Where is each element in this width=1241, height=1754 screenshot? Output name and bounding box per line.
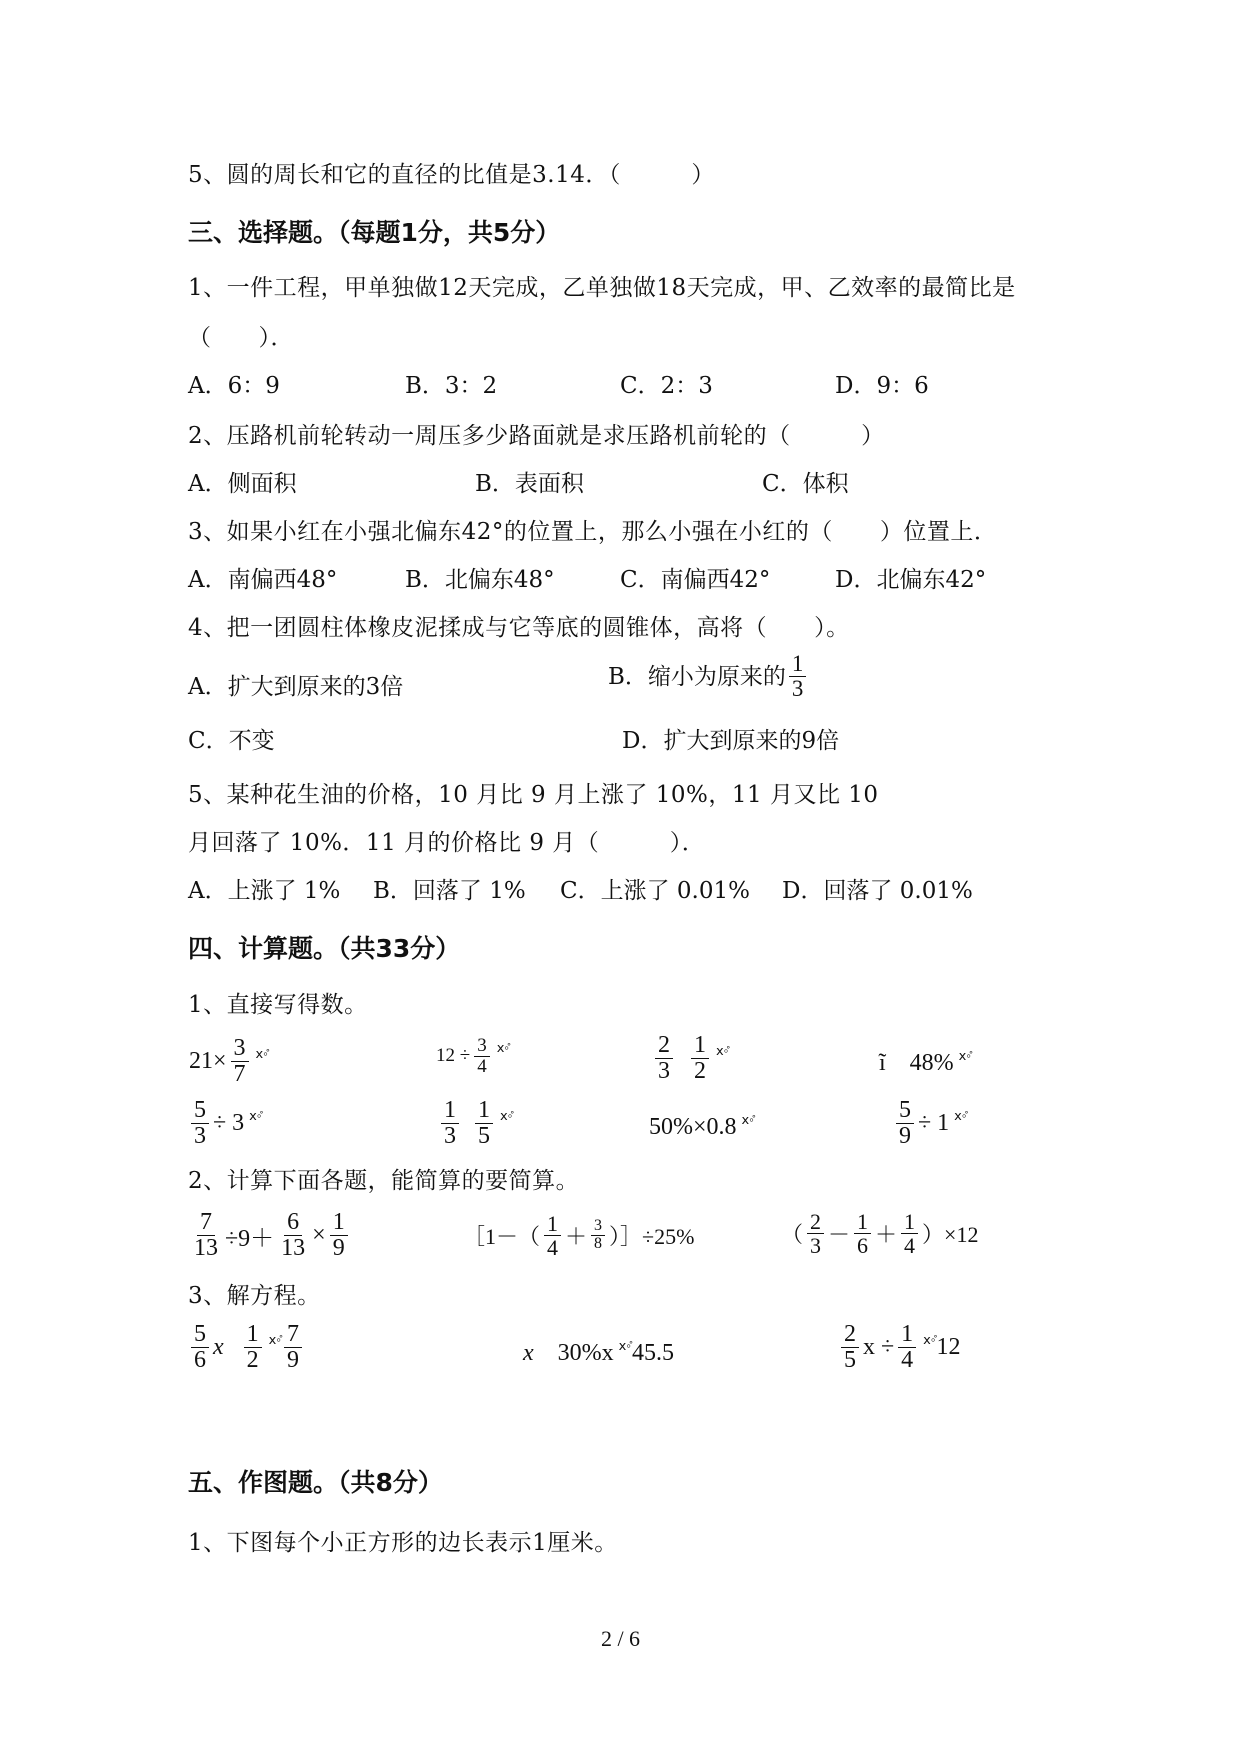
expression-2 [462, 1212, 695, 1259]
choice-q1-option-d: D．9：6 [835, 373, 929, 399]
fraction-denominator: 2 [694, 1058, 706, 1085]
choice-q2-option-c: C．体积 [762, 471, 849, 497]
fraction-denominator: 4 [901, 1347, 914, 1374]
fraction-numerator: 1 [898, 1322, 916, 1348]
fraction-denominator: 9 [332, 1235, 345, 1262]
fraction-denominator: 13 [194, 1235, 218, 1262]
choice-q3: 3、如果小红在小强北偏东42°的位置上，那么小强在小红的（ ）位置上． [188, 519, 998, 545]
expr-text: ÷ 3 [213, 1110, 245, 1137]
choice-q5-option-a: A．上涨了 1% [188, 878, 341, 904]
expr-text: ＋ [875, 1222, 898, 1248]
fraction [231, 1036, 249, 1087]
fraction-numerator: 5 [191, 1098, 209, 1124]
expr-text: x ÷ [863, 1334, 895, 1361]
expr-text: ）×12 [922, 1222, 979, 1248]
fraction-denominator: 3 [791, 676, 804, 702]
expr-text: 48% [909, 1050, 954, 1076]
choice-q5-option-b: B．回落了 1% [373, 878, 526, 904]
fraction [278, 1210, 308, 1261]
oral-calc-r1c4 [878, 1047, 971, 1077]
garbled-mark: ⅹ◦̊ [716, 1042, 729, 1058]
fraction-denominator: 3 [444, 1123, 456, 1150]
expression-3 [780, 1210, 979, 1257]
oral-calc-r2c2 [438, 1098, 512, 1149]
expr-text: ÷ 1 [918, 1110, 950, 1137]
fraction-numerator: 3 [231, 1036, 249, 1062]
choice-q5-line2: 月回落了 10%．11 月的价格比 9 月（ ）． [188, 830, 706, 856]
fraction-numerator: 2 [655, 1033, 673, 1059]
drawing-q1: 1、下图每个小正方形的边长表示1厘米。 [188, 1530, 618, 1556]
fraction [475, 1098, 493, 1149]
choice-q1-option-c: C．2：3 [620, 373, 713, 399]
fraction-numerator: 1 [475, 1098, 493, 1124]
choice-q3-option-d: D．北偏东42° [835, 567, 987, 593]
choice-q4-option-c: C．不变 [188, 728, 275, 754]
choice-q4: 4、把一团圆柱体橡皮泥揉成与它等底的圆锥体，高将（ ）。 [188, 615, 850, 641]
fraction-denominator: 6 [194, 1347, 206, 1374]
choice-q2: 2、压路机前轮转动一周压多少路面就是求压路机前轮的（ ） [188, 423, 885, 449]
judge-question-5: 5、圆的周长和它的直径的比值是3.14．（ ） [188, 162, 715, 188]
oral-calc-r1c3 [652, 1033, 728, 1084]
fraction [191, 1322, 209, 1373]
expr-text: ）］÷25% [609, 1224, 695, 1250]
fraction [284, 1322, 302, 1373]
choice-q3-option-a: A．南偏西48° [188, 567, 338, 593]
fraction [191, 1210, 221, 1261]
expr-text: ÷9＋ [225, 1226, 275, 1253]
choice-q3-option-c: C．南偏西42° [620, 567, 771, 593]
fraction-numerator: 3 [591, 1218, 605, 1236]
fraction-denominator: 5 [478, 1123, 490, 1150]
fraction-numerator: 3 [474, 1036, 490, 1057]
section-5-title: 五、作图题。（共8分） [188, 1468, 443, 1497]
choice-q5-option-c: C．上涨了 0.01% [560, 878, 750, 904]
fraction-numerator: 1 [854, 1210, 871, 1234]
fraction [544, 1212, 561, 1259]
fraction-denominator: 2 [246, 1347, 259, 1374]
choice-q3-option-b: B．北偏东48° [405, 567, 555, 593]
fraction [901, 1210, 918, 1257]
section-4-title: 四、计算题。（共33分） [188, 934, 461, 963]
garbled-mark: ⅹ◦̊ [958, 1047, 971, 1063]
expr-text: 12 [936, 1334, 961, 1361]
fraction-denominator: 6 [857, 1233, 869, 1259]
fraction-denominator: 4 [904, 1233, 916, 1259]
fraction [807, 1210, 824, 1257]
choice-q2-option-a: A．侧面积 [188, 471, 297, 497]
fraction-numerator: 1 [330, 1210, 348, 1236]
calc-sub2-title: 2、计算下面各题，能简算的要简算。 [188, 1168, 580, 1194]
fraction-numerator: 1 [901, 1210, 918, 1234]
expr-text: 50%×0.8 [649, 1114, 737, 1140]
garbled-mark: ⅹ◦̊ [255, 1045, 268, 1061]
expr-text: 12 ÷ [436, 1045, 471, 1067]
oral-calc-r2c4 [893, 1098, 966, 1149]
garbled-mark: ⅹ◦̊ [923, 1331, 936, 1347]
fraction-numerator: 7 [197, 1210, 215, 1236]
choice-q1-line1: 1、一件工程，甲单独做12天完成，乙单独做18天完成，甲、乙效率的最简比是 [188, 275, 1016, 301]
fraction-numerator: 2 [807, 1210, 824, 1234]
fraction-denominator: 4 [547, 1235, 559, 1261]
choice-q1-option-b: B．3：2 [405, 373, 498, 399]
expr-text: ＋ [565, 1224, 588, 1250]
choice-q2-option-b: B．表面积 [475, 471, 584, 497]
fraction-denominator: 3 [810, 1233, 822, 1259]
page-number: 2 / 6 [600, 1626, 641, 1651]
garbled-mark: ⅹ◦̊ [618, 1337, 631, 1353]
oral-calc-r2c1 [188, 1098, 261, 1149]
fraction-denominator: 5 [844, 1347, 856, 1374]
expr-text: × [312, 1222, 326, 1249]
fraction [896, 1098, 914, 1149]
fraction [474, 1036, 490, 1077]
fraction-denominator: 3 [658, 1058, 670, 1085]
choice-q1-line2: （ ）． [188, 325, 294, 351]
calc-sub1-title: 1、直接写得数。 [188, 992, 368, 1018]
expr-text: 45.5 [631, 1340, 674, 1366]
choice-q4-option-a: A．扩大到原来的3倍 [188, 674, 404, 700]
garbled-mark: ⅹ◦̊ [268, 1331, 281, 1347]
choice-q4-option-b-label: B．缩小为原来的 [608, 663, 786, 690]
fraction [441, 1098, 459, 1149]
choice-q4-option-b [608, 652, 809, 701]
fraction-numerator: 1 [789, 652, 807, 677]
calc-sub3-title: 3、解方程。 [188, 1283, 321, 1309]
fraction-numerator: 5 [191, 1322, 209, 1348]
fraction [898, 1322, 916, 1373]
fraction-numerator: 7 [284, 1322, 302, 1348]
fraction-one-third [789, 652, 807, 701]
choice-q5-line1: 5、某种花生油的价格，10 月比 9 月上涨了 10%，11 月又比 10 [188, 782, 879, 808]
expr-text: ［1－（ [463, 1224, 541, 1250]
garbled-mark: ⅹ◦̊ [954, 1107, 967, 1123]
variable-x: x [523, 1340, 534, 1366]
oral-calc-r2c3 [648, 1111, 754, 1141]
garbled-mark: ⅹ◦̊ [741, 1111, 754, 1127]
fraction [244, 1322, 262, 1373]
choice-q1-option-a: A．6：9 [188, 373, 280, 399]
expr-text: 30%x [557, 1340, 614, 1366]
fraction [591, 1218, 605, 1253]
fraction-numerator: 1 [691, 1033, 709, 1059]
section-3-title: 三、选择题。（每题1分，共5分） [188, 218, 561, 247]
equation-1 [188, 1322, 305, 1373]
fraction-numerator: 1 [441, 1098, 459, 1124]
choice-q5-option-d: D．回落了 0.01% [782, 878, 973, 904]
oral-calc-r1c2 [435, 1036, 509, 1077]
fraction [191, 1098, 209, 1149]
oral-calc-r1c1 [188, 1036, 268, 1087]
fraction [841, 1322, 859, 1373]
fraction-denominator: 9 [899, 1123, 911, 1150]
fraction-denominator: 8 [594, 1235, 603, 1253]
fraction [330, 1210, 348, 1261]
fraction-numerator: 1 [544, 1212, 561, 1236]
expr-text: ĩ [879, 1050, 886, 1076]
variable-x: x [213, 1334, 224, 1361]
fraction-denominator: 7 [233, 1061, 246, 1088]
garbled-mark: ⅹ◦̊ [496, 1040, 509, 1056]
fraction [854, 1210, 871, 1257]
fraction-denominator: 9 [286, 1347, 299, 1374]
garbled-mark: ⅹ◦̊ [500, 1107, 513, 1123]
fraction [655, 1033, 673, 1084]
equation-2 [522, 1337, 675, 1367]
fraction-denominator: 4 [477, 1055, 487, 1077]
fraction-numerator: 6 [284, 1210, 302, 1236]
fraction-denominator: 13 [281, 1235, 306, 1262]
fraction [691, 1033, 709, 1084]
choice-q4-option-d: D．扩大到原来的9倍 [622, 728, 840, 754]
expression-1 [188, 1210, 351, 1261]
expr-text: － [828, 1222, 851, 1248]
fraction-numerator: 1 [244, 1322, 262, 1348]
fraction-numerator: 2 [841, 1322, 859, 1348]
expr-text: （ [781, 1222, 804, 1248]
equation-3 [838, 1322, 961, 1373]
fraction-numerator: 5 [896, 1098, 914, 1124]
fraction-denominator: 3 [194, 1123, 206, 1150]
garbled-mark: ⅹ◦̊ [249, 1107, 262, 1123]
expr-text: 21× [189, 1048, 227, 1075]
